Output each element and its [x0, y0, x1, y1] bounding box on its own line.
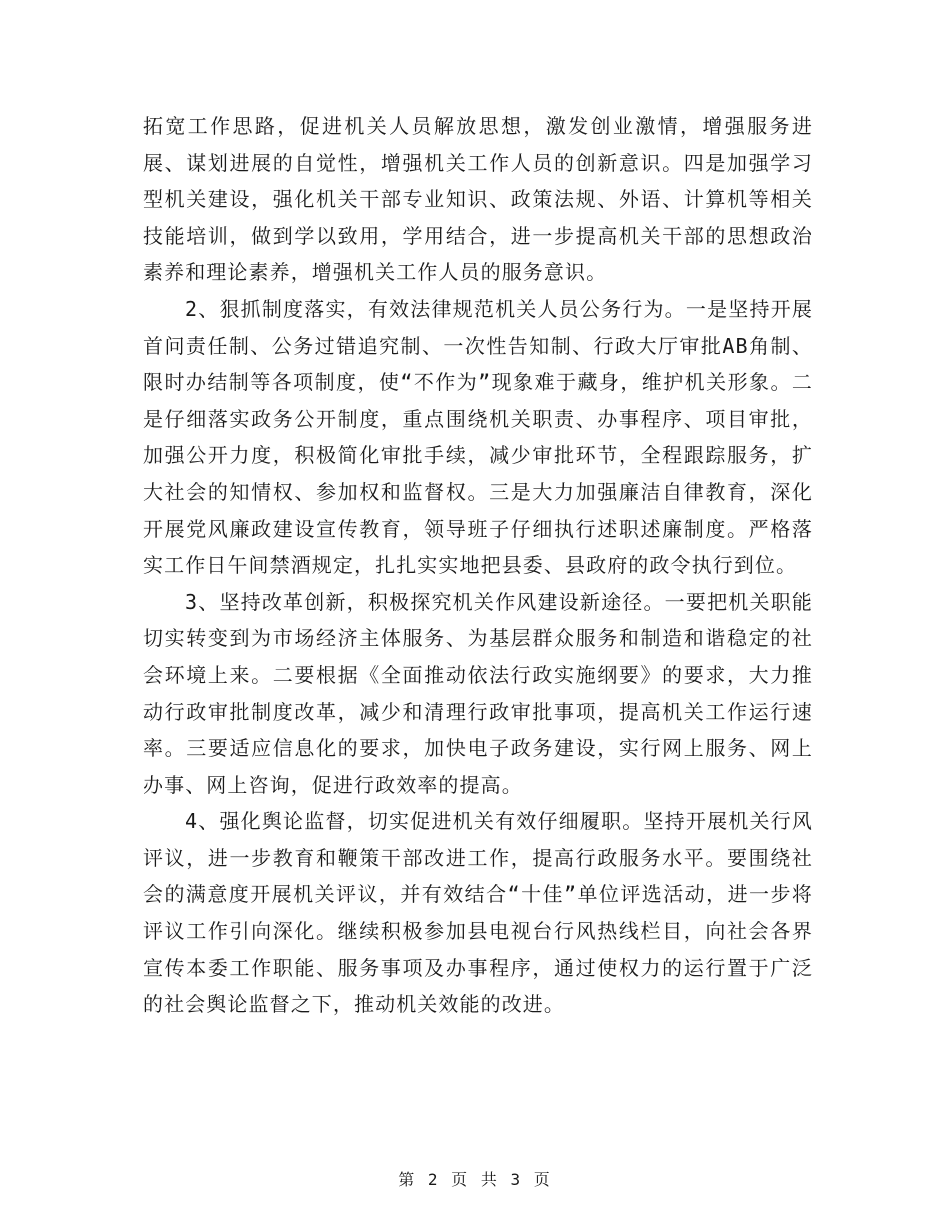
paragraph-item-2: 2、狠抓制度落实，有效法律规范机关人员公务行为。一是坚持开展首问责任制、公务过错追究制、一次性告知制、行政大厅审批AB角制、限时办结制等各项制度，使“不作为”现象难于藏身，维护机关形象。二是仔细落实政务公开制度，重点围绕机关职责、办事程序、项目审批，加强公开力度，积极简化审批手续，减少审批环节，全程跟踪服务，扩大社会的知情权、参加权和监督权。三是大力加强廉洁自律教育，深化开展党风廉政建设宣传教育，领导班子仔细执行述职述廉制度。严格落实工作日午间禁酒规定，扎扎实实地把县委、县政府的政令执行到位。 — [143, 296, 814, 578]
paragraph-continuation: 拓宽工作思路，促进机关人员解放思想，激发创业激情，增强服务进展、谋划进展的自觉性，增强机关工作人员的创新意识。四是加强学习型机关建设，强化机关干部专业知识、政策法规、外语、计算机等相关技能培训，做到学以致用，学用结合，进一步提高机关干部的思想政治素养和理论素养，增强机关工作人员的服务意识。 — [143, 114, 813, 285]
document-body — [143, 108, 813, 1023]
paragraph-item-4: 4、强化舆论监督，切实促进机关有效仔细履职。坚持开展机关行风评议，进一步教育和鞭策干部改进工作，提高行政服务水平。要围绕社会的满意度开展机关评议，并有效结合“十佳”单位评选活动，进一步将评议工作引向深化。继续积极参加县电视台行风热线栏目，向社会各界宣传本委工作职能、服务事项及办事程序，通过使权力的运行置于广泛的社会舆论监督之下，推动机关效能的改进。 — [143, 809, 813, 1017]
paragraph-item-3: 3、坚持改革创新，积极探究机关作风建设新途径。一要把机关职能切实转变到为市场经济主体服务、为基层群众服务和制造和谐稳定的社会环境上来。二要根据《全面推动依法行政实施纲要》的要求，大力推动行政审批制度改革，减少和清理行政审批事项，提高机关工作运行速率。三要适应信息化的要求，加快电子政务建设，实行网上服务、网上办事、网上咨询，促进行政效率的提高。 — [143, 589, 813, 797]
page-number-footer: 第 2 页 共 3 页 — [398, 1170, 552, 1189]
